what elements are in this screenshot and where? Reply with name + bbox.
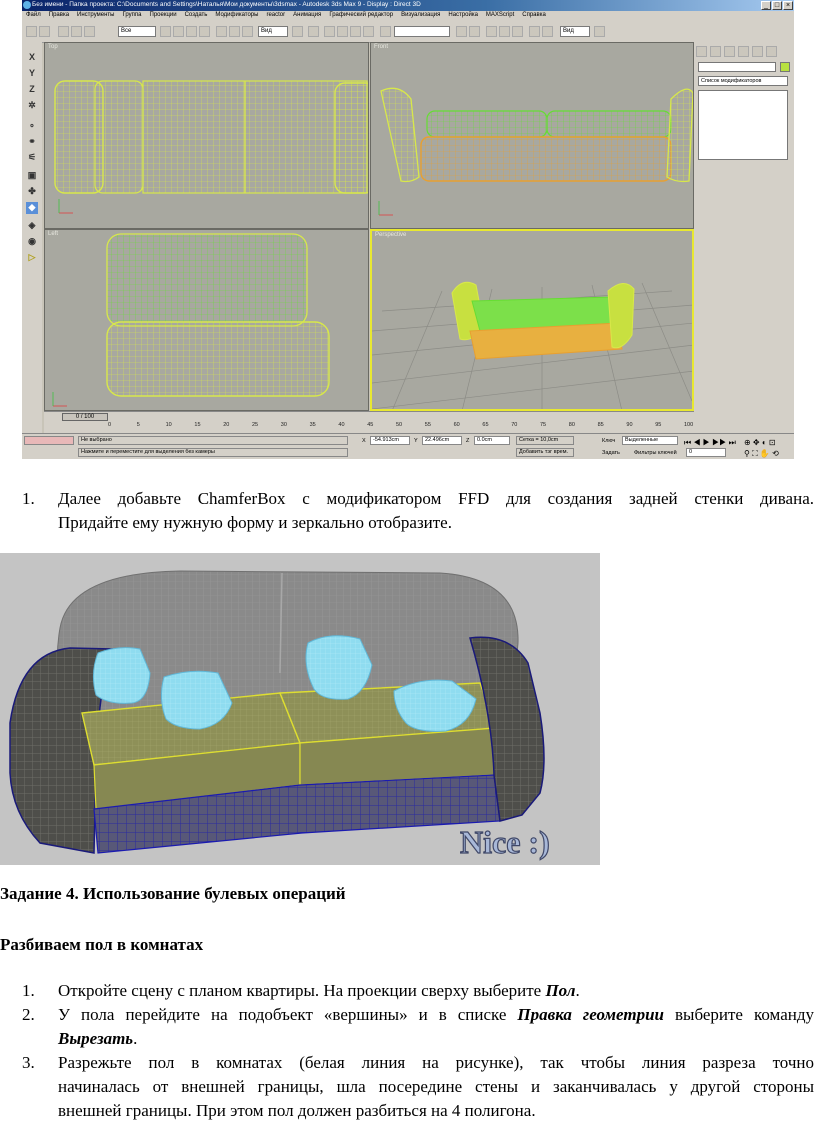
ruler-tick-label: 45 xyxy=(367,422,374,428)
text-run: выберите команду xyxy=(663,1005,814,1024)
menu-graph-editors[interactable]: Графический редактор xyxy=(329,12,394,18)
list-number: 1. xyxy=(22,981,35,1000)
ruler-tick-label: 25 xyxy=(252,422,259,428)
track-bar[interactable] xyxy=(44,421,694,433)
object-name-field[interactable] xyxy=(698,62,776,72)
menu-tools[interactable]: Инструменты xyxy=(77,12,115,18)
ruler-tick-label: 65 xyxy=(482,422,489,428)
text-line: Далее добавьте ChamferBox с модификатором FFD для создания задней стенки дивана. xyxy=(58,489,814,508)
viewport-nav-icons-2[interactable]: ⚲ ⛶ ✋ ⟲ xyxy=(744,449,779,458)
coord-x-label: X xyxy=(362,438,366,444)
key-filters-button[interactable]: Фильтры ключей xyxy=(634,450,677,456)
coord-y-field[interactable]: 22.496cm xyxy=(422,436,462,445)
ruler-tick-label: 100 xyxy=(684,422,694,428)
pivot-icon[interactable] xyxy=(292,26,303,37)
text-run: У пола перейдите на подобъект «вершины» и в списке xyxy=(58,1005,518,1024)
menu-create[interactable]: Создать xyxy=(184,12,208,18)
text-line: Разрежьте пол в комнатах (белая линия на рисунке), так чтобы линия разреза точно xyxy=(58,1053,814,1072)
sofa-render-image xyxy=(0,553,600,865)
list-text xyxy=(58,1003,814,1051)
snap-icon[interactable] xyxy=(324,26,335,37)
axis-x-icon[interactable]: X xyxy=(28,52,35,62)
list-number: 2. xyxy=(22,1005,35,1024)
task4-heading: Задание 4. Использование булевых операций xyxy=(0,884,346,903)
mirror-icon[interactable] xyxy=(456,26,467,37)
ruler-tick-label: 90 xyxy=(626,422,633,428)
menu-maxscript[interactable]: MAXScript xyxy=(485,12,515,18)
text-run: . xyxy=(575,981,580,1000)
set-key-button[interactable]: Задать xyxy=(602,450,620,456)
list-item-3 xyxy=(22,1051,816,1123)
angle-snap-icon[interactable] xyxy=(337,26,348,37)
list-text xyxy=(58,1051,814,1123)
display-tab-icon[interactable] xyxy=(752,46,763,57)
unlink-icon[interactable] xyxy=(71,26,82,37)
redo-icon[interactable] xyxy=(39,26,50,37)
menu-help[interactable]: Справка xyxy=(522,12,546,18)
reactor-icon[interactable]: ▣ xyxy=(27,170,37,180)
link-tool-icon[interactable]: ⚭ xyxy=(28,136,36,146)
viewport-left[interactable] xyxy=(44,229,369,411)
top-view-wireframe xyxy=(45,43,369,229)
hierarchy-tab-icon[interactable] xyxy=(724,46,735,57)
selection-status: Не выбрано xyxy=(78,436,348,445)
viewport-perspective[interactable] xyxy=(370,229,694,411)
ruler-tick-label: 75 xyxy=(540,422,547,428)
menu-reactor[interactable]: reactor xyxy=(266,12,286,18)
command-panel xyxy=(694,42,794,437)
list-number: 3. xyxy=(22,1053,35,1072)
minimize-button[interactable]: _ xyxy=(761,1,771,10)
coord-z-label: Z xyxy=(466,438,470,444)
move-icon[interactable] xyxy=(216,26,227,37)
left-view-wireframe xyxy=(45,230,369,411)
render-view-dropdown[interactable]: Вид xyxy=(560,26,590,37)
list-text xyxy=(58,979,814,1003)
modify-tab-icon[interactable] xyxy=(710,46,721,57)
maxscript-listener[interactable] xyxy=(24,436,74,445)
ruler-tick-label: 20 xyxy=(223,422,230,428)
max-screenshot xyxy=(22,0,794,459)
coord-y-label: Y xyxy=(414,438,418,444)
ui-term-floor: Пол xyxy=(545,981,576,1000)
menu-group[interactable]: Группа xyxy=(122,12,142,18)
named-selection-dropdown[interactable] xyxy=(394,26,450,37)
app-icon xyxy=(23,1,31,9)
list-item-1 xyxy=(22,979,816,1003)
ruler-tick-label: 95 xyxy=(655,422,662,428)
ui-term-cut: Вырезать xyxy=(58,1029,134,1048)
menu-modifiers[interactable]: Модификаторы xyxy=(215,12,259,18)
ruler-tick-label: 40 xyxy=(338,422,345,428)
list-item-2 xyxy=(22,1003,816,1051)
subheading: Разбиваем пол в комнатах xyxy=(0,935,204,954)
utilities-tab-icon[interactable] xyxy=(766,46,777,57)
axis-y-icon[interactable]: Y xyxy=(28,68,35,78)
link-icon[interactable] xyxy=(58,26,69,37)
status-bar xyxy=(22,433,794,459)
ruler-tick-label: 15 xyxy=(194,422,201,428)
grid-size: Сетка = 10,0cm xyxy=(516,436,574,445)
material-editor-icon[interactable] xyxy=(529,26,540,37)
ui-term-edit-geometry: Правка геометрии xyxy=(517,1005,664,1024)
rotate-icon[interactable] xyxy=(229,26,240,37)
window-title: Без имени - Папка проекта: C:\Documents and Settings\Наталья\Мои документы\3dsmax - Autodesk 3ds Max 9 - Display : Direct 3D xyxy=(32,1,421,8)
text-line xyxy=(58,1027,814,1051)
create-tab-icon[interactable] xyxy=(696,46,707,57)
menu-rendering[interactable]: Визуализация xyxy=(401,12,441,18)
main-toolbar xyxy=(22,22,794,43)
text-line: Придайте ему нужную форму и зеркально отобразите. xyxy=(58,513,452,532)
curve-editor-icon[interactable] xyxy=(499,26,510,37)
time-slider-knob[interactable]: 0 / 100 xyxy=(62,413,108,421)
modifier-list-dropdown[interactable]: Список модификаторов xyxy=(698,76,788,86)
modifier-stack[interactable] xyxy=(698,90,788,160)
text-line xyxy=(58,1003,814,1027)
menu-bar xyxy=(22,11,794,22)
object-color-swatch[interactable] xyxy=(780,62,790,72)
menu-animation[interactable]: Анимация xyxy=(293,12,322,18)
playback-controls[interactable]: ⏮ ◀ ▶ ▶▶ ⏭ xyxy=(684,438,736,447)
ruler-tick-label: 80 xyxy=(568,422,575,428)
text-line: внешней границы. При этом пол должен разбиться на 4 полигона. xyxy=(58,1101,536,1120)
perspective-view-wireframe xyxy=(372,231,694,411)
current-frame-field[interactable]: 0 xyxy=(686,448,726,457)
manipulate-icon[interactable] xyxy=(308,26,319,37)
reference-coord-dropdown[interactable]: Вид xyxy=(258,26,288,37)
ruler-tick-label: 60 xyxy=(453,422,460,428)
ruler-tick-label: 10 xyxy=(165,422,172,428)
ruler-tick-label: 50 xyxy=(396,422,403,428)
viewport-perspective-label: Perspective xyxy=(375,232,407,238)
spinner-snap-icon[interactable] xyxy=(363,26,374,37)
bind-icon[interactable] xyxy=(84,26,95,37)
schematic-view-icon[interactable] xyxy=(512,26,523,37)
viewport-top-label: Top xyxy=(48,44,58,50)
spacing-icon[interactable]: ⚟ xyxy=(27,152,37,162)
viewport-left-label: Left xyxy=(48,231,59,237)
menu-file[interactable]: Файл xyxy=(26,12,41,18)
axis-z-icon[interactable]: Z xyxy=(29,84,35,94)
quick-render-icon[interactable] xyxy=(594,26,605,37)
layer-manager-icon[interactable] xyxy=(486,26,497,37)
ruler-tick-label: 5 xyxy=(136,422,140,428)
left-toolbar xyxy=(22,42,42,437)
menu-customize[interactable]: Настройка xyxy=(448,12,478,18)
select-by-name-icon[interactable] xyxy=(173,26,184,37)
viewport-top[interactable] xyxy=(44,42,369,229)
menu-edit[interactable]: Правка xyxy=(48,12,70,18)
key-label: Ключ xyxy=(602,438,616,444)
align-icon[interactable] xyxy=(469,26,480,37)
title-bar xyxy=(22,0,794,11)
close-button[interactable]: × xyxy=(783,1,793,10)
ruler-tick-label: 0 xyxy=(108,422,112,428)
prompt-line: Нажмите и переместите для выделения без камеры xyxy=(78,448,348,457)
selection-filter-dropdown[interactable]: Все xyxy=(118,26,156,37)
selected-tool-icon[interactable]: ◆ xyxy=(26,202,38,214)
menu-views[interactable]: Проекции xyxy=(149,12,177,18)
collision-icon[interactable]: ◈ xyxy=(28,220,36,230)
ik-icon[interactable]: ∘ xyxy=(29,120,35,130)
rect-region-icon[interactable] xyxy=(186,26,197,37)
scale-icon[interactable] xyxy=(242,26,253,37)
text-run: . xyxy=(133,1029,138,1048)
viewport-front[interactable] xyxy=(370,42,694,229)
ruler-tick-label: 70 xyxy=(511,422,518,428)
coord-x-field[interactable]: -54.913cm xyxy=(370,436,410,445)
select-icon[interactable] xyxy=(160,26,171,37)
maximize-button[interactable]: □ xyxy=(772,1,782,10)
text-line: начиналась от внешней границы, шла посередине стены и заканчивалась у другой стороны xyxy=(58,1077,814,1096)
ruler-tick-label: 35 xyxy=(309,422,316,428)
add-time-tag[interactable]: Добавить тэг врем. xyxy=(516,448,574,457)
list-item-step1 xyxy=(22,487,816,537)
viewport-nav-icons[interactable]: ⊕ ✥ ◐ ⊡ xyxy=(744,438,776,447)
front-view-wireframe xyxy=(371,43,694,229)
text-run: Откройте сцену с планом квартиры. На проекции сверху выберите xyxy=(58,981,546,1000)
named-selection-icon[interactable] xyxy=(380,26,391,37)
preview-icon[interactable]: ◉ xyxy=(28,236,36,246)
sofa-render xyxy=(0,553,600,865)
undo-icon[interactable] xyxy=(26,26,37,37)
key-mode-dropdown[interactable]: Выделенные xyxy=(622,436,678,445)
render-caption: Nice :) xyxy=(460,824,550,860)
list-number: 1. xyxy=(22,489,35,508)
percent-snap-icon[interactable] xyxy=(350,26,361,37)
viewport-front-label: Front xyxy=(374,44,389,50)
ruler-tick-label: 55 xyxy=(424,422,431,428)
object-paint-icon[interactable]: ✤ xyxy=(28,186,36,196)
axis-xy-icon[interactable]: ✲ xyxy=(28,100,36,110)
play-icon[interactable]: ▷ xyxy=(28,252,36,262)
coord-z-field[interactable]: 0.0cm xyxy=(474,436,510,445)
ruler-tick-label: 85 xyxy=(597,422,604,428)
ruler-tick-label: 30 xyxy=(280,422,287,428)
render-setup-icon[interactable] xyxy=(542,26,553,37)
list-text xyxy=(58,487,814,535)
window-crossing-icon[interactable] xyxy=(199,26,210,37)
motion-tab-icon[interactable] xyxy=(738,46,749,57)
